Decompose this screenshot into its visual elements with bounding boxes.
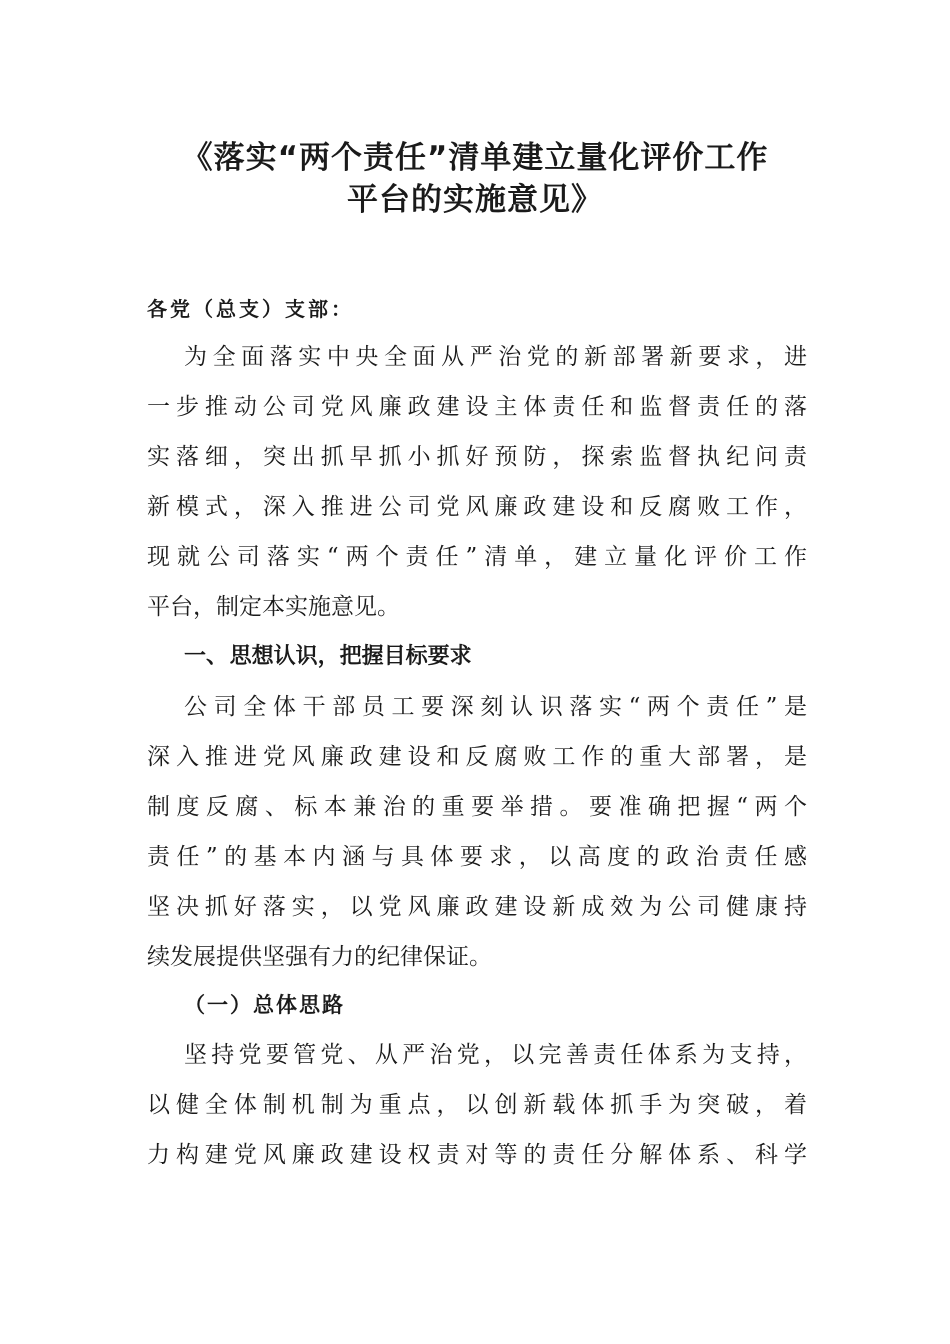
section1-line: 公司全体干部员工要深刻认识落实“两个责任”是 [184,694,807,720]
section1-line: 续发展提供坚强有力的纪律保证。 [147,944,492,970]
section1-line: 制度反腐、标本兼治的重要举措。要准确把握“两个 [147,794,807,820]
subsection1-line: 坚持党要管党、从严治党，以完善责任体系为支持， [184,1042,807,1068]
intro-line: 为全面落实中央全面从严治党的新部署新要求，进 [184,344,807,370]
document-title-line-2: 平台的实施意见》 [347,182,603,218]
intro-line: 新模式，深入推进公司党风廉政建设和反腐败工作， [147,494,807,520]
intro-line: 现就公司落实“两个责任”清单，建立量化评价工作 [147,544,807,570]
section-title: 思想认识，把握目标要求 [229,644,472,669]
salutation: 各党（总支）支部： [147,297,354,321]
section1-line: 深入推进党风廉政建设和反腐败工作的重大部署，是 [147,744,807,770]
intro-line: 实落细，突出抓早抓小抓好预防，探索监督执纪问责 [147,444,807,470]
section1-line: 坚决抓好落实，以党风廉政建设新成效为公司健康持 [147,894,807,920]
section-number: 一、 [184,644,229,669]
subsection-heading-1: （一）总体思路 [184,993,345,1017]
subsection1-line: 力构建党风廉政建设权责对等的责任分解体系、科学 [147,1142,807,1168]
intro-line: 一步推动公司党风廉政建设主体责任和监督责任的落 [147,394,807,420]
intro-line: 平台，制定本实施意见。 [147,594,400,620]
section-heading-1 [184,632,472,682]
section1-line: 责任”的基本内涵与具体要求，以高度的政治责任感 [147,844,807,870]
document-title-line-1: 《落实“两个责任”清单建立量化评价工作 [181,140,769,176]
subsection1-line: 以健全体制机制为重点，以创新载体抓手为突破，着 [147,1092,807,1118]
